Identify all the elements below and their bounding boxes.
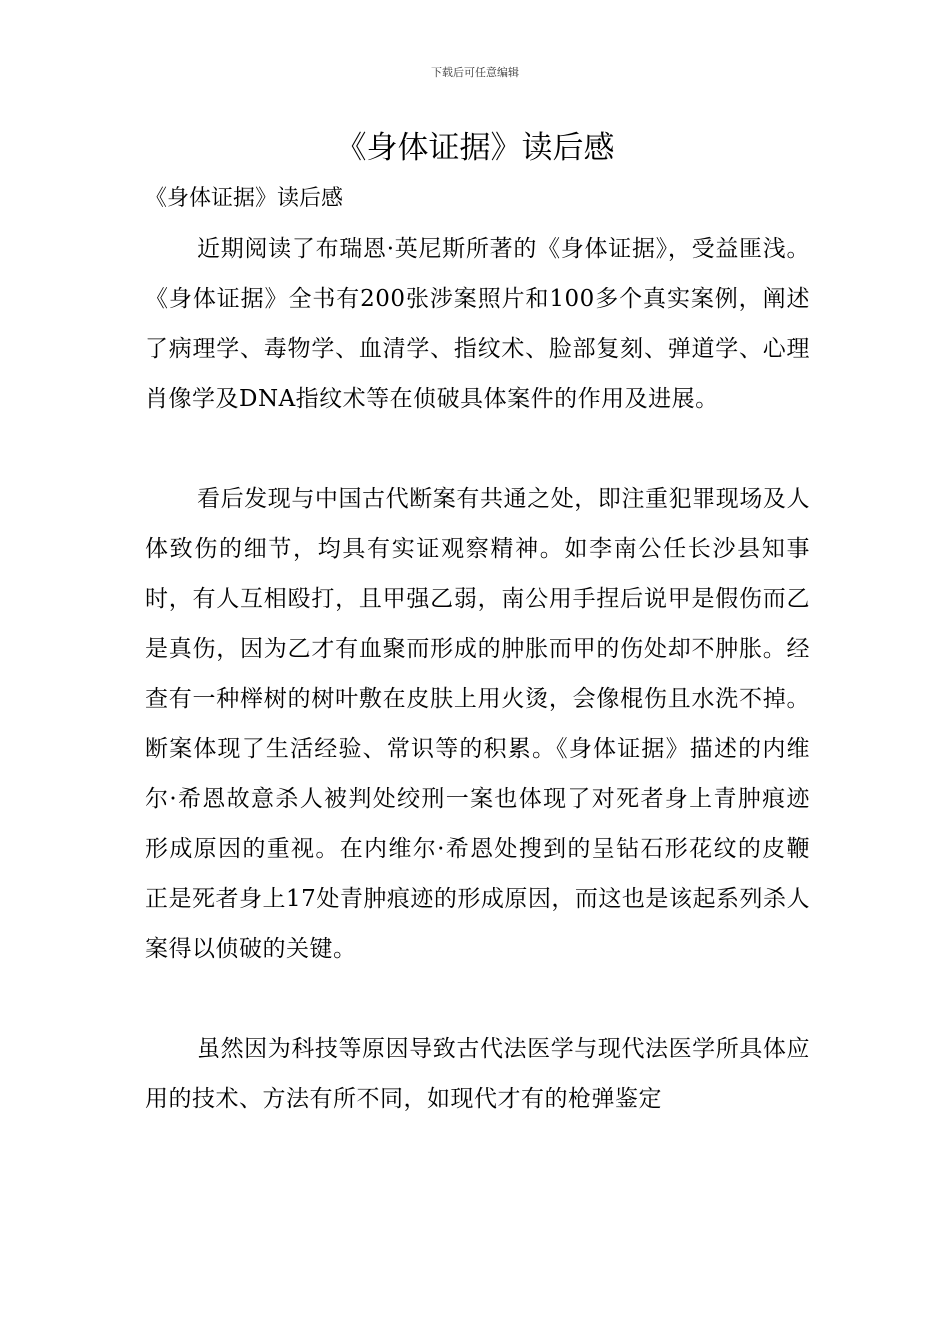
paragraph-2: 看后发现与中国古代断案有共通之处，即注重犯罪现场及人体致伤的细节，均具有实证观察精神。如李南公任长沙县知事时，有人互相殴打，且甲强乙弱，南公用手捏后说甲是假伤而乙是真伤，因为乙才有血聚而形成的肿胀而甲的伤处却不肿胀。经查有一种榉树的树叶敷在皮肤上用火烫，会像棍伤且水洗不掉。断案体现了生活经验、常识等的积累。《身体证据》描述的内维尔·希恩故意杀人被判处绞刑一案也体现了对死者身上青肿痕迹形成原因的重视。在内维尔·希恩处搜到的呈钻石形花纹的皮鞭正是死者身上17处青肿痕迹的形成原因，而这也是该起系列杀人案得以侦破的关键。 xyxy=(145,486,810,962)
document-title: 《身体证据》读后感 xyxy=(335,130,615,166)
document-body xyxy=(145,224,810,1124)
paragraph-3: 虽然因为科技等原因导致古代法医学与现代法医学所具体应用的技术、方法有所不同，如现代才有的枪弹鉴定 xyxy=(145,1036,810,1112)
page-header-note: 下载后可任意编辑 xyxy=(431,66,519,79)
document-subtitle: 《身体证据》读后感 xyxy=(145,186,344,211)
paragraph-1: 近期阅读了布瑞恩·英尼斯所著的《身体证据》，受益匪浅。《身体证据》全书有200张涉案照片和100多个真实案例，阐述了病理学、毒物学、血清学、指纹术、脸部复刻、弹道学、心理肖像学及DNA指纹术等在侦破具体案件的作用及进展。 xyxy=(145,236,810,412)
